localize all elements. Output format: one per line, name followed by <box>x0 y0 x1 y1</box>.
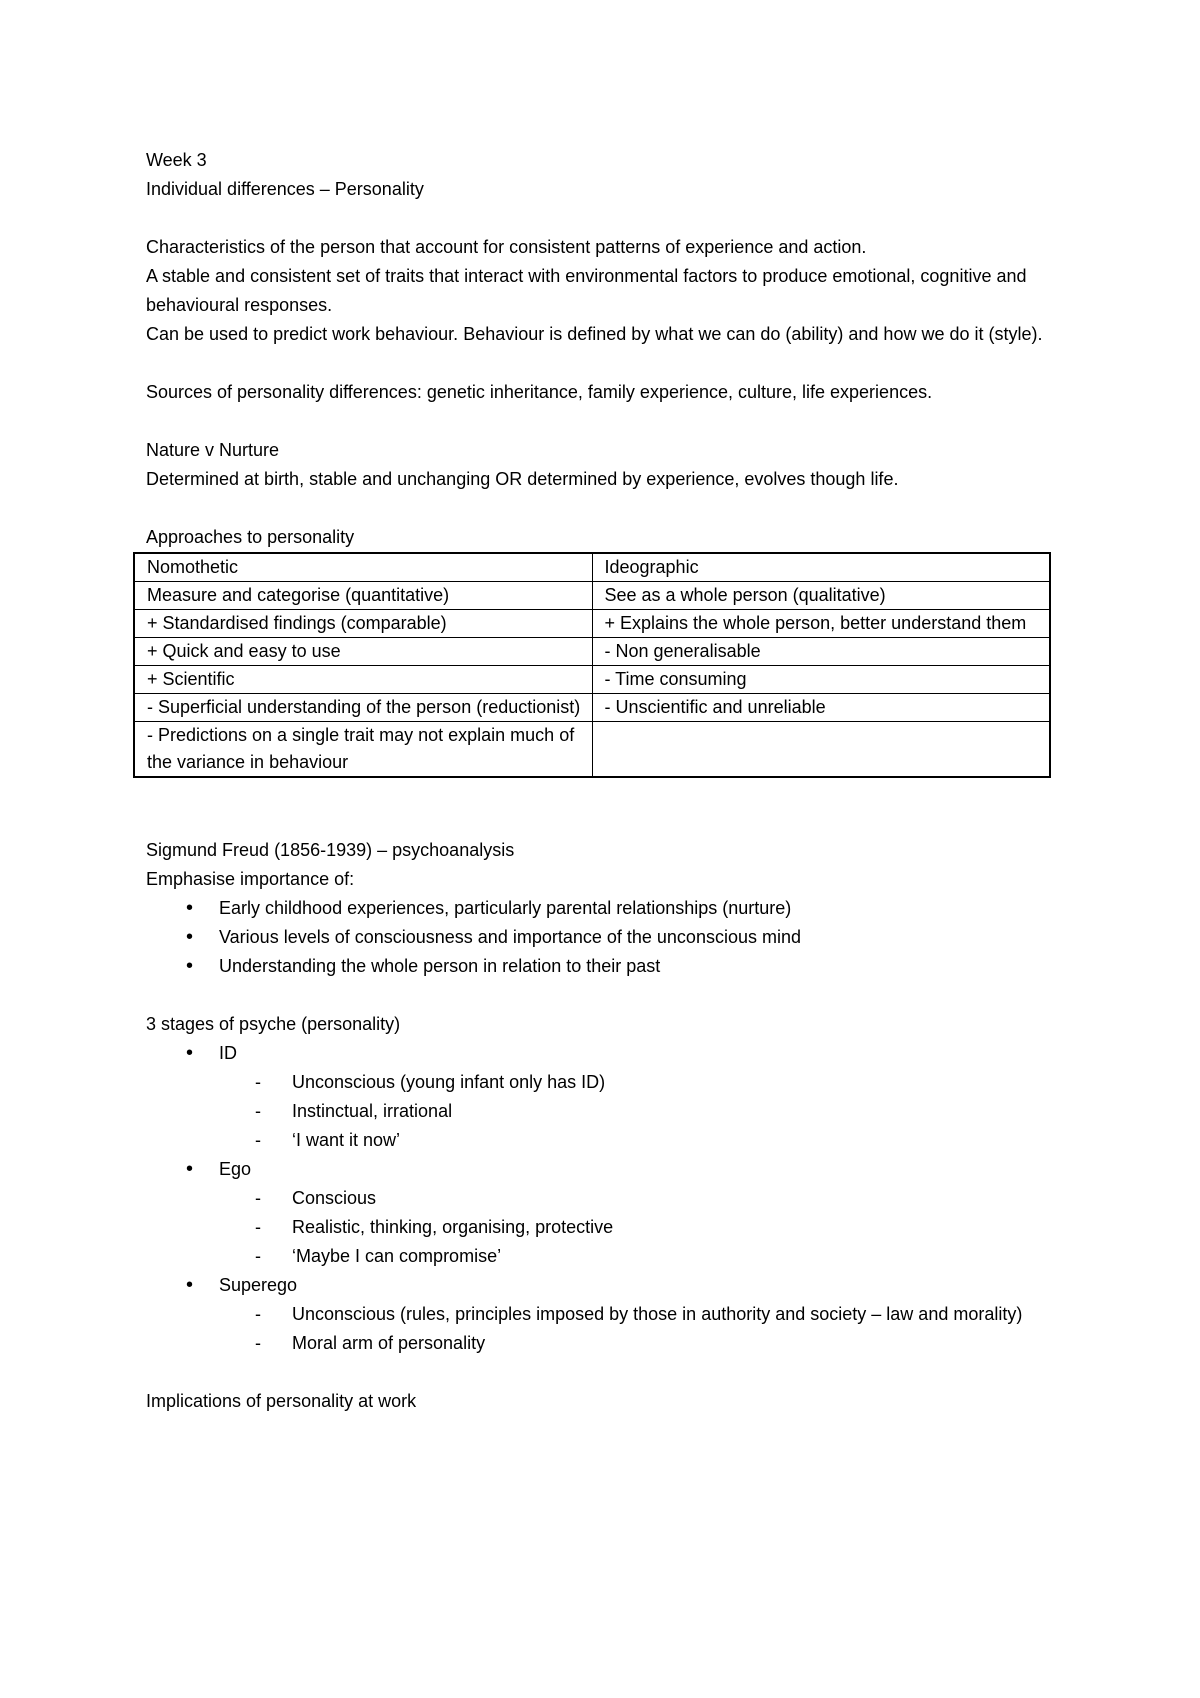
table-cell: - Unscientific and unreliable <box>592 694 1050 722</box>
table-cell: - Non generalisable <box>592 638 1050 666</box>
table-row <box>134 666 1050 694</box>
psyche-stages-list <box>146 1271 1061 1300</box>
list-item: - Realistic, thinking, organising, protective <box>219 1213 1061 1242</box>
stage-name: Ego <box>219 1159 252 1179</box>
approaches-title: Approaches to personality <box>146 527 355 547</box>
stage-name: Superego <box>219 1275 298 1295</box>
stage-id-items <box>219 1068 1061 1155</box>
table-row <box>134 638 1050 666</box>
table-cell: + Quick and easy to use <box>134 638 592 666</box>
list-item <box>146 1039 1061 1068</box>
freud-points-list <box>146 894 1061 981</box>
spacer <box>146 981 1061 1010</box>
table-cell: Ideographic <box>592 553 1050 582</box>
list-item: - ‘Maybe I can compromise’ <box>219 1242 1061 1271</box>
list-item: • Various levels of consciousness and importance of the unconscious mind <box>146 923 1061 952</box>
psyche-stages-list <box>146 1155 1061 1184</box>
intro-paragraph-2: A stable and consistent set of traits that interact with environmental factors to produce emotional, cognitive and behavioural responses. <box>146 266 1027 315</box>
list-item: • Understanding the whole person in relation to their past <box>146 952 1061 981</box>
freud-title: Sigmund Freud (1856-1939) – psychoanalysis <box>146 840 515 860</box>
spacer <box>146 1358 1061 1387</box>
table-cell <box>592 722 1050 778</box>
table-cell: + Scientific <box>134 666 592 694</box>
table-cell: - Predictions on a single trait may not explain much of the variance in behaviour <box>134 722 592 778</box>
spacer <box>146 494 1061 523</box>
week-label: Week 3 <box>146 150 207 170</box>
spacer <box>146 349 1061 378</box>
spacer <box>146 204 1061 233</box>
psyche-stages-list <box>146 1039 1061 1068</box>
stage-superego-items <box>219 1300 1061 1358</box>
spacer <box>146 778 1061 836</box>
psyche-title: 3 stages of psyche (personality) <box>146 1014 401 1034</box>
sources-paragraph: Sources of personality differences: genetic inheritance, family experience, culture, life experiences. <box>146 382 933 402</box>
nature-title: Nature v Nurture <box>146 440 280 460</box>
intro-paragraph-3: Can be used to predict work behaviour. Behaviour is defined by what we can do (ability) and how we do it (style). <box>146 324 1043 344</box>
table-row <box>134 694 1050 722</box>
table-cell: Nomothetic <box>134 553 592 582</box>
stage-ego-items <box>219 1184 1061 1271</box>
stage-name: ID <box>219 1043 237 1063</box>
approaches-table <box>133 552 1051 778</box>
implications-heading: Implications of personality at work <box>146 1391 417 1411</box>
list-item: • Early childhood experiences, particularly parental relationships (nurture) <box>146 894 1061 923</box>
table-row <box>134 610 1050 638</box>
list-item: - ‘I want it now’ <box>219 1126 1061 1155</box>
list-item <box>146 1155 1061 1184</box>
freud-intro: Emphasise importance of: <box>146 869 355 889</box>
list-item: - Unconscious (young infant only has ID) <box>219 1068 1061 1097</box>
list-item: - Moral arm of personality <box>219 1329 1061 1358</box>
table-row <box>134 553 1050 582</box>
table-cell: - Time consuming <box>592 666 1050 694</box>
nature-text: Determined at birth, stable and unchanging OR determined by experience, evolves though life. <box>146 469 899 489</box>
document-title: Individual differences – Personality <box>146 179 424 199</box>
table-cell: + Standardised findings (comparable) <box>134 610 592 638</box>
list-item <box>146 1271 1061 1300</box>
spacer <box>146 407 1061 436</box>
table-cell: See as a whole person (qualitative) <box>592 582 1050 610</box>
table-cell: + Explains the whole person, better understand them <box>592 610 1050 638</box>
list-item: - Conscious <box>219 1184 1061 1213</box>
list-item: - Unconscious (rules, principles imposed by those in authority and society – law and morality) <box>219 1300 1061 1329</box>
table-cell: - Superficial understanding of the person (reductionist) <box>134 694 592 722</box>
table-cell: Measure and categorise (quantitative) <box>134 582 592 610</box>
intro-paragraph-1: Characteristics of the person that account for consistent patterns of experience and action. <box>146 237 867 257</box>
document-page <box>146 146 1061 1416</box>
list-item: - Instinctual, irrational <box>219 1097 1061 1126</box>
table-row <box>134 722 1050 778</box>
table-row <box>134 582 1050 610</box>
